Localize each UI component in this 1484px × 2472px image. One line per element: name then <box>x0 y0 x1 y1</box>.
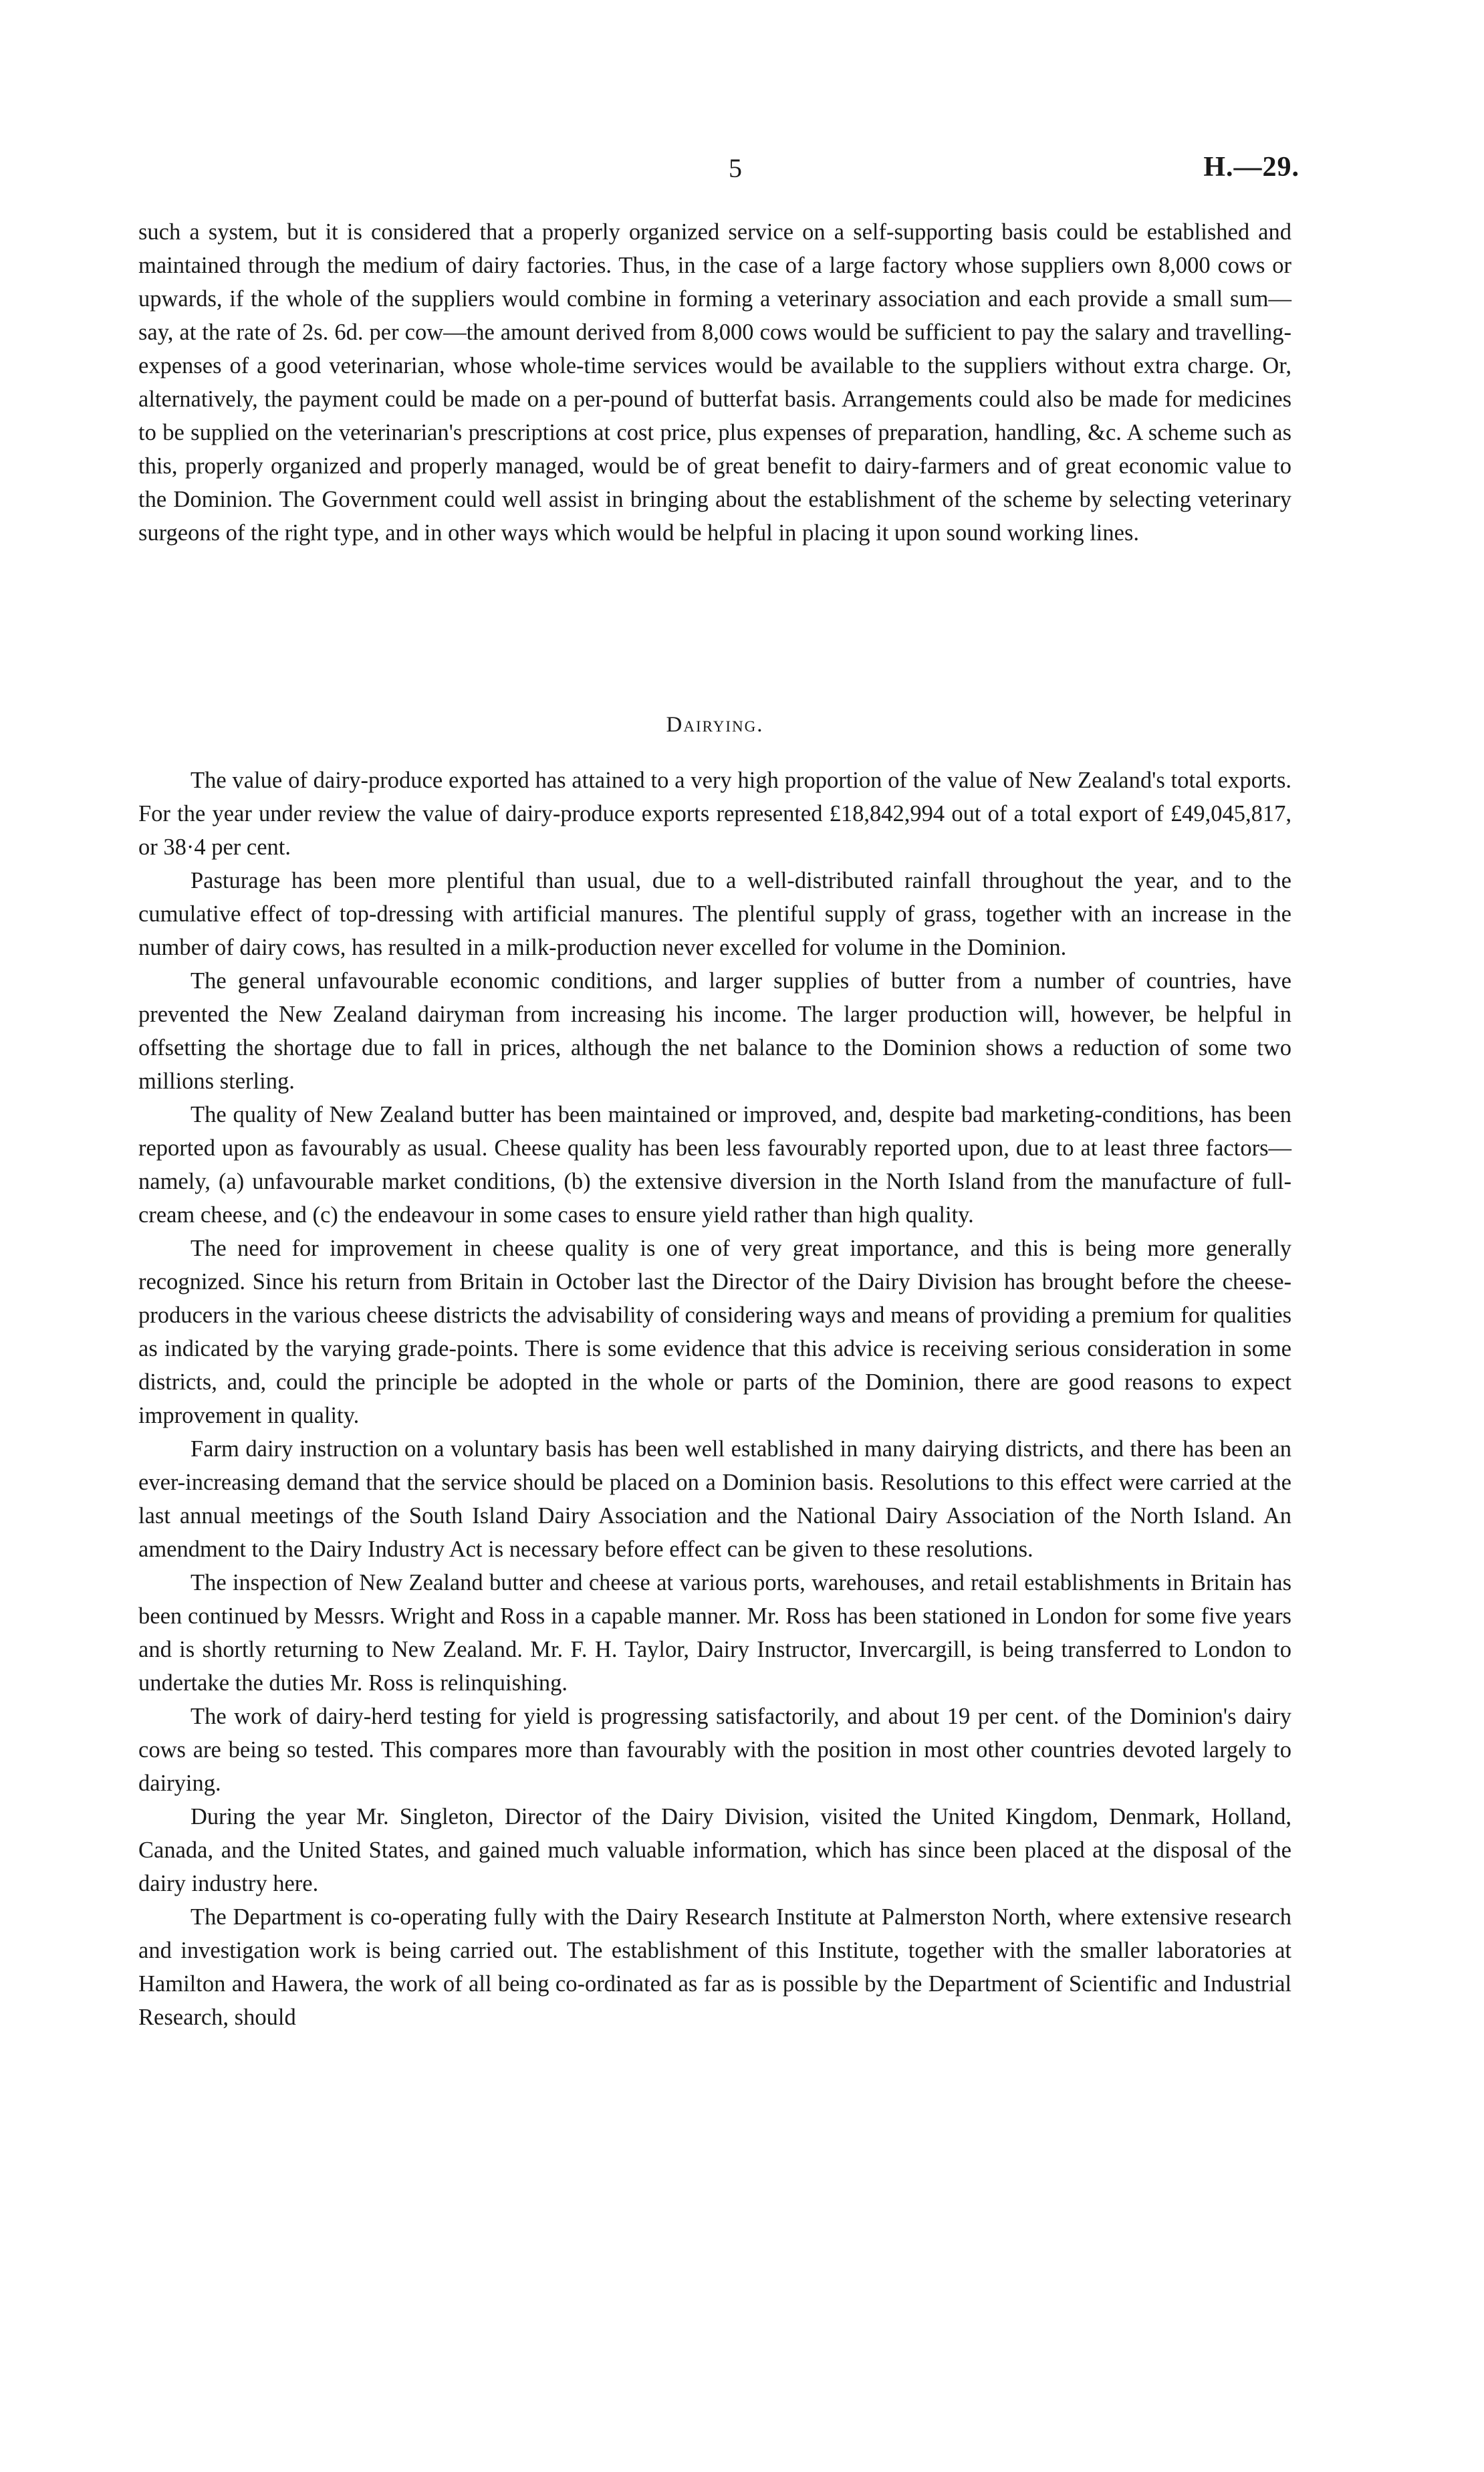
paragraph: The value of dairy-produce exported has attained to a very high proportion of the value of New Zealand's total exports. For the year under review the value of dairy-produce exports represented £18,842,994 out of a total export of £49,045,817, or 38·4 per cent. <box>138 768 1291 860</box>
paragraph: The work of dairy-herd testing for yield is progressing satisfactorily, and about 19 per cent. of the Dominion's dairy cows are being so tested. This compares more than favourably with the position in most other countries devoted largely to dairying. <box>138 1704 1291 1796</box>
paragraph: During the year Mr. Singleton, Director of the Dairy Division, visited the United Kingdom, Denmark, Holland, Canada, and the United States, and gained much valuable information, which has since been placed at the disposal of the dairy industry here. <box>138 1804 1291 1896</box>
paragraph: The inspection of New Zealand butter and cheese at various ports, warehouses, and retail establishments in Britain has been continued by Messrs. Wright and Ross in a capable manner. Mr. Ross has been stationed in London for some five years and is shortly returning to New Zealand. Mr. F. H. Taylor, Dairy Instructor, Invercargill, is being transferred to London to undertake the duties Mr. Ross is relinquishing. <box>138 1570 1291 1696</box>
paragraph: The general unfavourable economic conditions, and larger supplies of butter from a number of countries, have prevented the New Zealand dairyman from increasing his income. The larger production will, however, be helpful in offsetting the shortage due to fall in prices, although the net balance to the Dominion shows a reduction of some two millions sterling. <box>138 968 1291 1094</box>
document-reference: H.—29. <box>1203 152 1300 183</box>
dairying-section <box>138 764 1291 2034</box>
paragraph: The quality of New Zealand butter has been maintained or improved, and, despite bad marketing-conditions, has been reported upon as favourably as usual. Cheese quality has been less favourably reported upon, due to at least three factors—namely, (a) unfavourable market conditions, (b) the extensive diversion in the North Island from the manufacture of full-cream cheese, and (c) the endeavour in some cases to ensure yield rather than high quality. <box>138 1102 1291 1228</box>
paragraph: Farm dairy instruction on a voluntary basis has been well established in many dairying districts, and there has been an ever-increasing demand that the service should be placed on a Dominion basis. Resolutions to this effect were carried at the last annual meetings of the South Island Dairy Association and the National Dairy Association of the North Island. An amendment to the Dairy Industry Act is necessary before effect can be given to these resolutions. <box>138 1436 1291 1562</box>
intro-paragraph: such a system, but it is considered that a properly organized service on a self-supporting basis could be established and maintained through the medium of dairy factories. Thus, in the case of a large factory whose suppliers own 8,000 cows or upwards, if the whole of the suppliers would combine in forming a veterinary association and each provide a small sum—say, at the rate of 2s. 6d. per cow—the amount derived from 8,000 cows would be sufficient to pay the salary and travelling-expenses of a good veterinarian, whose whole-time services would be available to the suppliers without extra charge. Or, alternatively, the payment could be made on a per-pound of butterfat basis. Arrangements could also be made for medicines to be supplied on the veterinarian's prescriptions at cost price, plus expenses of preparation, handling, &c. A scheme such as this, properly organized and properly managed, would be of great benefit to dairy-farmers and of great economic value to the Dominion. The Government could well assist in bringing about the establishment of the scheme by selecting veterinary surgeons of the right type, and in other ways which would be helpful in placing it upon sound working lines. <box>138 219 1291 546</box>
paragraph: The need for improvement in cheese quality is one of very great importance, and this is being more generally recognized. Since his return from Britain in October last the Director of the Dairy Division has brought before the cheese-producers in the various cheese districts the advisability of considering ways and means of providing a premium for qualities as indicated by the varying grade-points. There is some evidence that this advice is receiving serious consideration in some districts, and, could the principle be adopted in the whole or parts of the Dominion, there are good reasons to expect improvement in quality. <box>138 1236 1291 1428</box>
paragraph: The Department is co-operating fully with the Dairy Research Institute at Palmerston North, where extensive research and investigation work is being carried out. The establishment of this Institute, together with the smaller laboratories at Hamilton and Hawera, the work of all being co-ordinated as far as is possible by the Department of Scientific and Industrial Research, should <box>138 1904 1291 2030</box>
paragraph: Pasturage has been more plentiful than usual, due to a well-distributed rainfall throughout the year, and to the cumulative effect of top-dressing with artificial manures. The plentiful supply of grass, together with an increase in the number of dairy cows, has resulted in a milk-production never excelled for volume in the Dominion. <box>138 868 1291 960</box>
section-heading: Dairying. <box>666 713 764 737</box>
page-number: 5 <box>729 153 742 183</box>
intro-section <box>138 215 1291 550</box>
